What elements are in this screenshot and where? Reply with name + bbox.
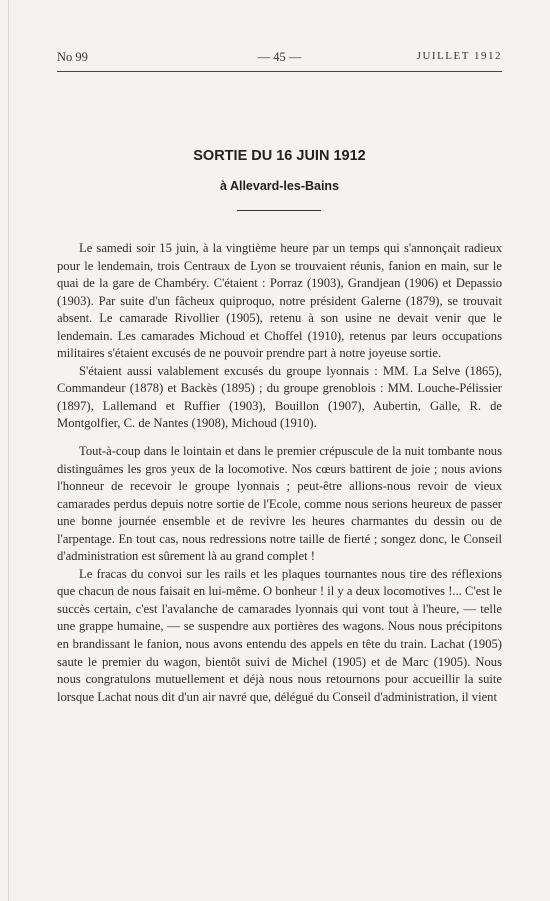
page-edge-shadow: [8, 0, 9, 901]
page-number: — 45 —: [257, 50, 302, 64]
paragraph-1: Le samedi soir 15 juin, à la vingtième heure par un temps qui s'annonçait radieux pour le lendemain, trois Centraux de Lyon se trouvaient réunis, fanion en main, sur le quai de la gare de Chambéry. C'étaient : Porraz (1903), Grandjean (1906) et Depassio (1903). Par suite d'un fâcheux quiproquo, notre président Galerne (1879), se trouvait absent. Le camarade Rivollier (1905), retenu à son usine ne devait venir que le lendemain. Les camarades Michoud et Choffel (1910), retenus par leurs occupations militaires s'étaient excusés de ne pouvoir prendre part à notre joyeuse sortie.: [57, 241, 502, 361]
issue-number: No 99: [57, 50, 88, 64]
issue-date: JUILLET 1912: [416, 50, 502, 62]
article-title: SORTIE DU 16 JUIN 1912: [193, 148, 366, 164]
title-separator-rule: [237, 210, 321, 211]
article-subtitle: à Allevard-les-Bains: [219, 179, 340, 193]
paragraph-4: Le fracas du convoi sur les rails et les plaques tournantes nous tire des réflexions que chacun de nous faisait en lui-même. O bonheur ! il y a deux locomotives !... C'est le succès certain, c'est l'avalanche de camarades lyonnais qui vont tout à l'heure, — telle une grappe humaine, — se suspendre aux portières des wagons. Nous nous précipitons en brandissant le fanion, nous avons entendu des appels en tête du train. Lachat (1905) saute le premier du wagon, bientôt suivi de Michel (1905) et de Marc (1905). Nous nous congratulons mutuellement et déjà nous nous retournons pour accueillir la suite lorsque Lachat nous dit d'un air navré que, délégué du Conseil d'administration, il vient: [57, 566, 502, 704]
paragraph-2: S'étaient aussi valablement excusés du groupe lyonnais : MM. La Selve (1865), Commandeur (1878) et Backès (1895) ; du groupe grenoblois : MM. Louche-Pélissier (1897), Lallemand et Ruffier (1903), Bouillon (1907), Aubertin, Galle, R. de Montgolfier, C. de Nantes (1908), Michoud (1910).: [57, 363, 502, 431]
header-rule: [57, 71, 502, 72]
running-header: [57, 50, 502, 70]
paragraph-3: Tout-à-coup dans le lointain et dans le premier crépuscule de la nuit tombante nous distinguâmes les gros yeux de la locomotive. Nos cœurs battirent de joie ; nous avions l'honneur de recevoir le groupe lyonnais ; peut-être allions-nous revoir de vieux camarades perdus depuis notre sortie de l'Ecole, comme nous serions heureux de passer une bonne journée ensemble et de revivre les heures charmantes du dessin ou de l'arpentage. En tout cas, nous redressions notre taille de fierté ; songez donc, le Conseil d'administration est sûrement là au grand complet !: [57, 444, 502, 564]
article-body: [57, 240, 502, 706]
